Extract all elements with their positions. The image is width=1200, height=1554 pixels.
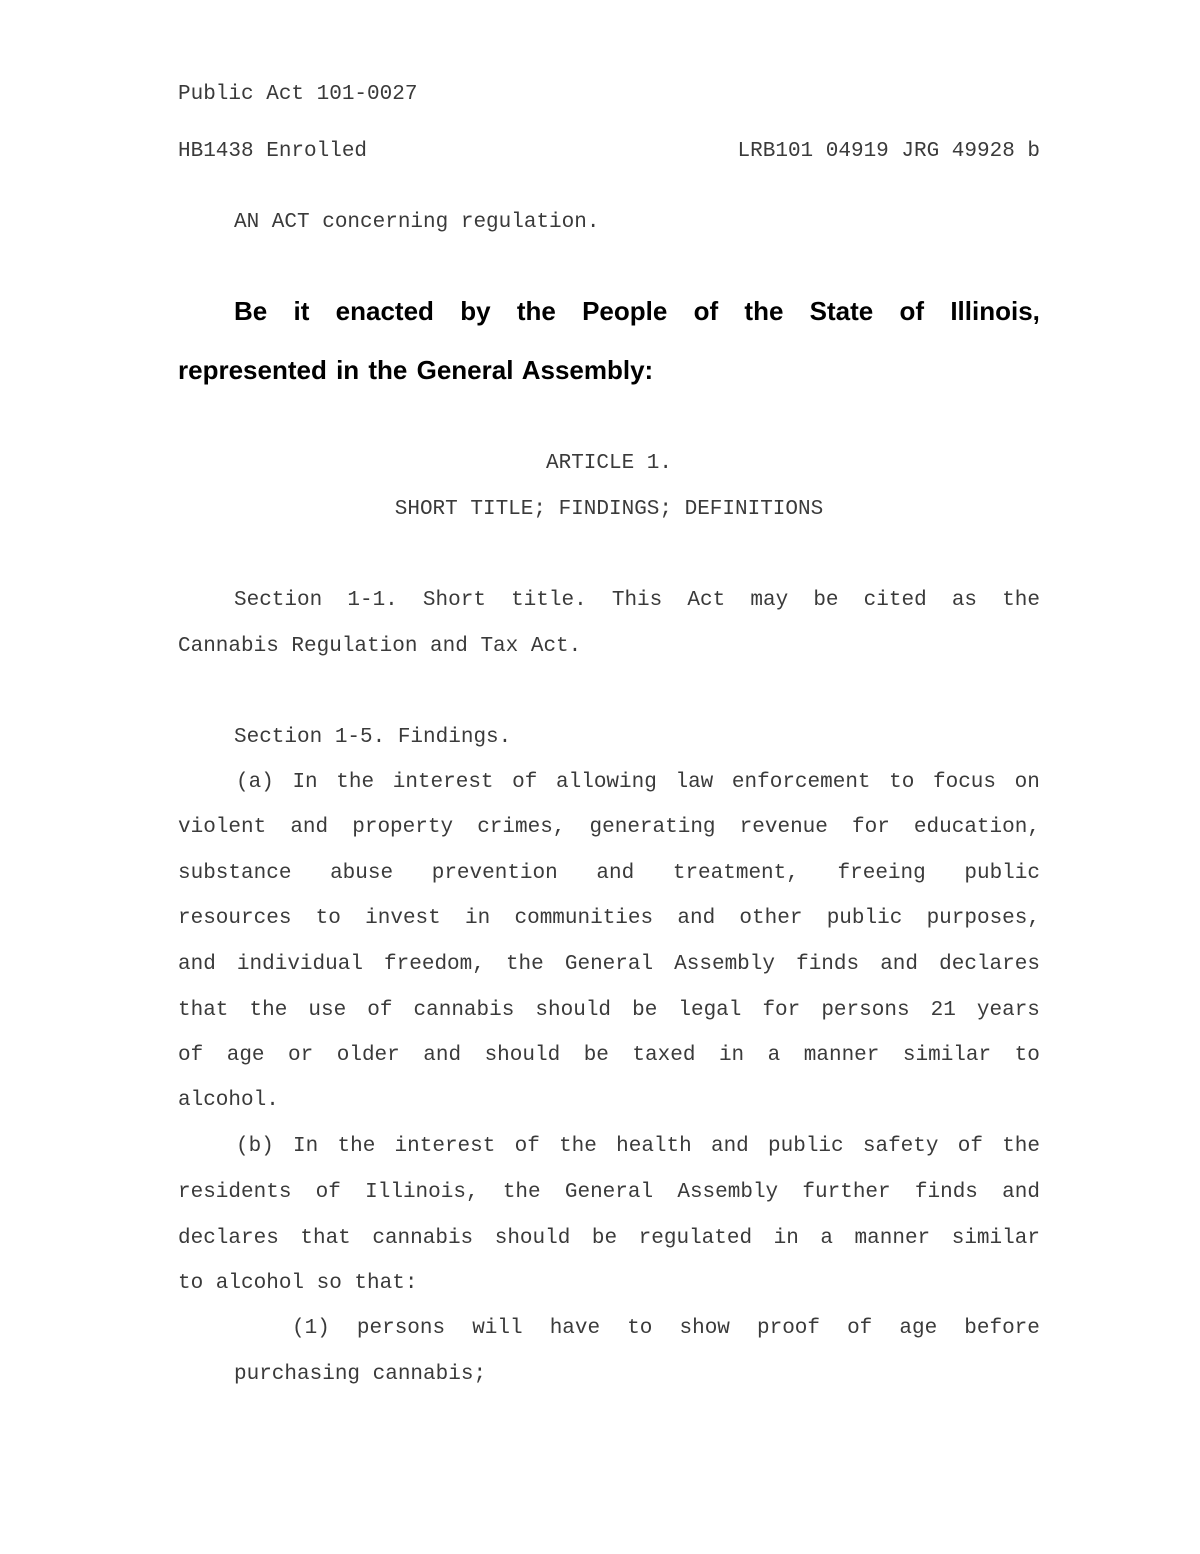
para-a-line-5: and individual freedom, the General Assembly finds and declares [178,953,1040,976]
public-act-number: Public Act 101-0027 [178,83,418,106]
item-1-line-2: purchasing cannabis; [234,1363,487,1386]
article-heading: SHORT TITLE; FINDINGS; DEFINITIONS [394,498,824,521]
para-a-line-6: that the use of cannabis should be legal for persons 21 years [178,999,1040,1022]
para-b-line-2: residents of Illinois, the General Assembly further finds and [178,1181,1040,1204]
section-1-1-line-1: Section 1-1. Short title. This Act may be cited as the [234,589,1040,612]
enacting-clause-line-1: Be it enacted by the People of the State of Illinois, [234,296,1040,326]
para-b-line-3: declares that cannabis should be regulated in a manner similar [178,1227,1040,1250]
bill-number: HB1438 Enrolled [178,140,368,163]
para-a-line-7: of age or older and should be taxed in a manner similar to [178,1044,1040,1067]
para-b-last-line: to alcohol so that: [178,1272,418,1295]
para-a-last-line: alcohol. [178,1089,279,1112]
section-1-5-heading: Section 1-5. Findings. [234,726,512,749]
para-b-line-1: (b) In the interest of the health and public safety of the [236,1135,1040,1158]
enacting-clause-line-2: represented in the General Assembly: [178,355,654,385]
item-1-line-1: (1) persons will have to show proof of age before [292,1317,1040,1340]
para-a-line-4: resources to invest in communities and other public purposes, [178,907,1040,930]
para-a-line-2: violent and property crimes, generating revenue for education, [178,816,1040,839]
act-title: AN ACT concerning regulation. [234,211,600,234]
para-a-line-3: substance abuse prevention and treatment, freeing public [178,862,1040,885]
section-1-1-line-2: Cannabis Regulation and Tax Act. [178,635,582,658]
article-number: ARTICLE 1. [545,452,673,475]
lrb-number: LRB101 04919 JRG 49928 b [737,140,1040,163]
para-a-line-1: (a) In the interest of allowing law enforcement to focus on [236,771,1040,794]
